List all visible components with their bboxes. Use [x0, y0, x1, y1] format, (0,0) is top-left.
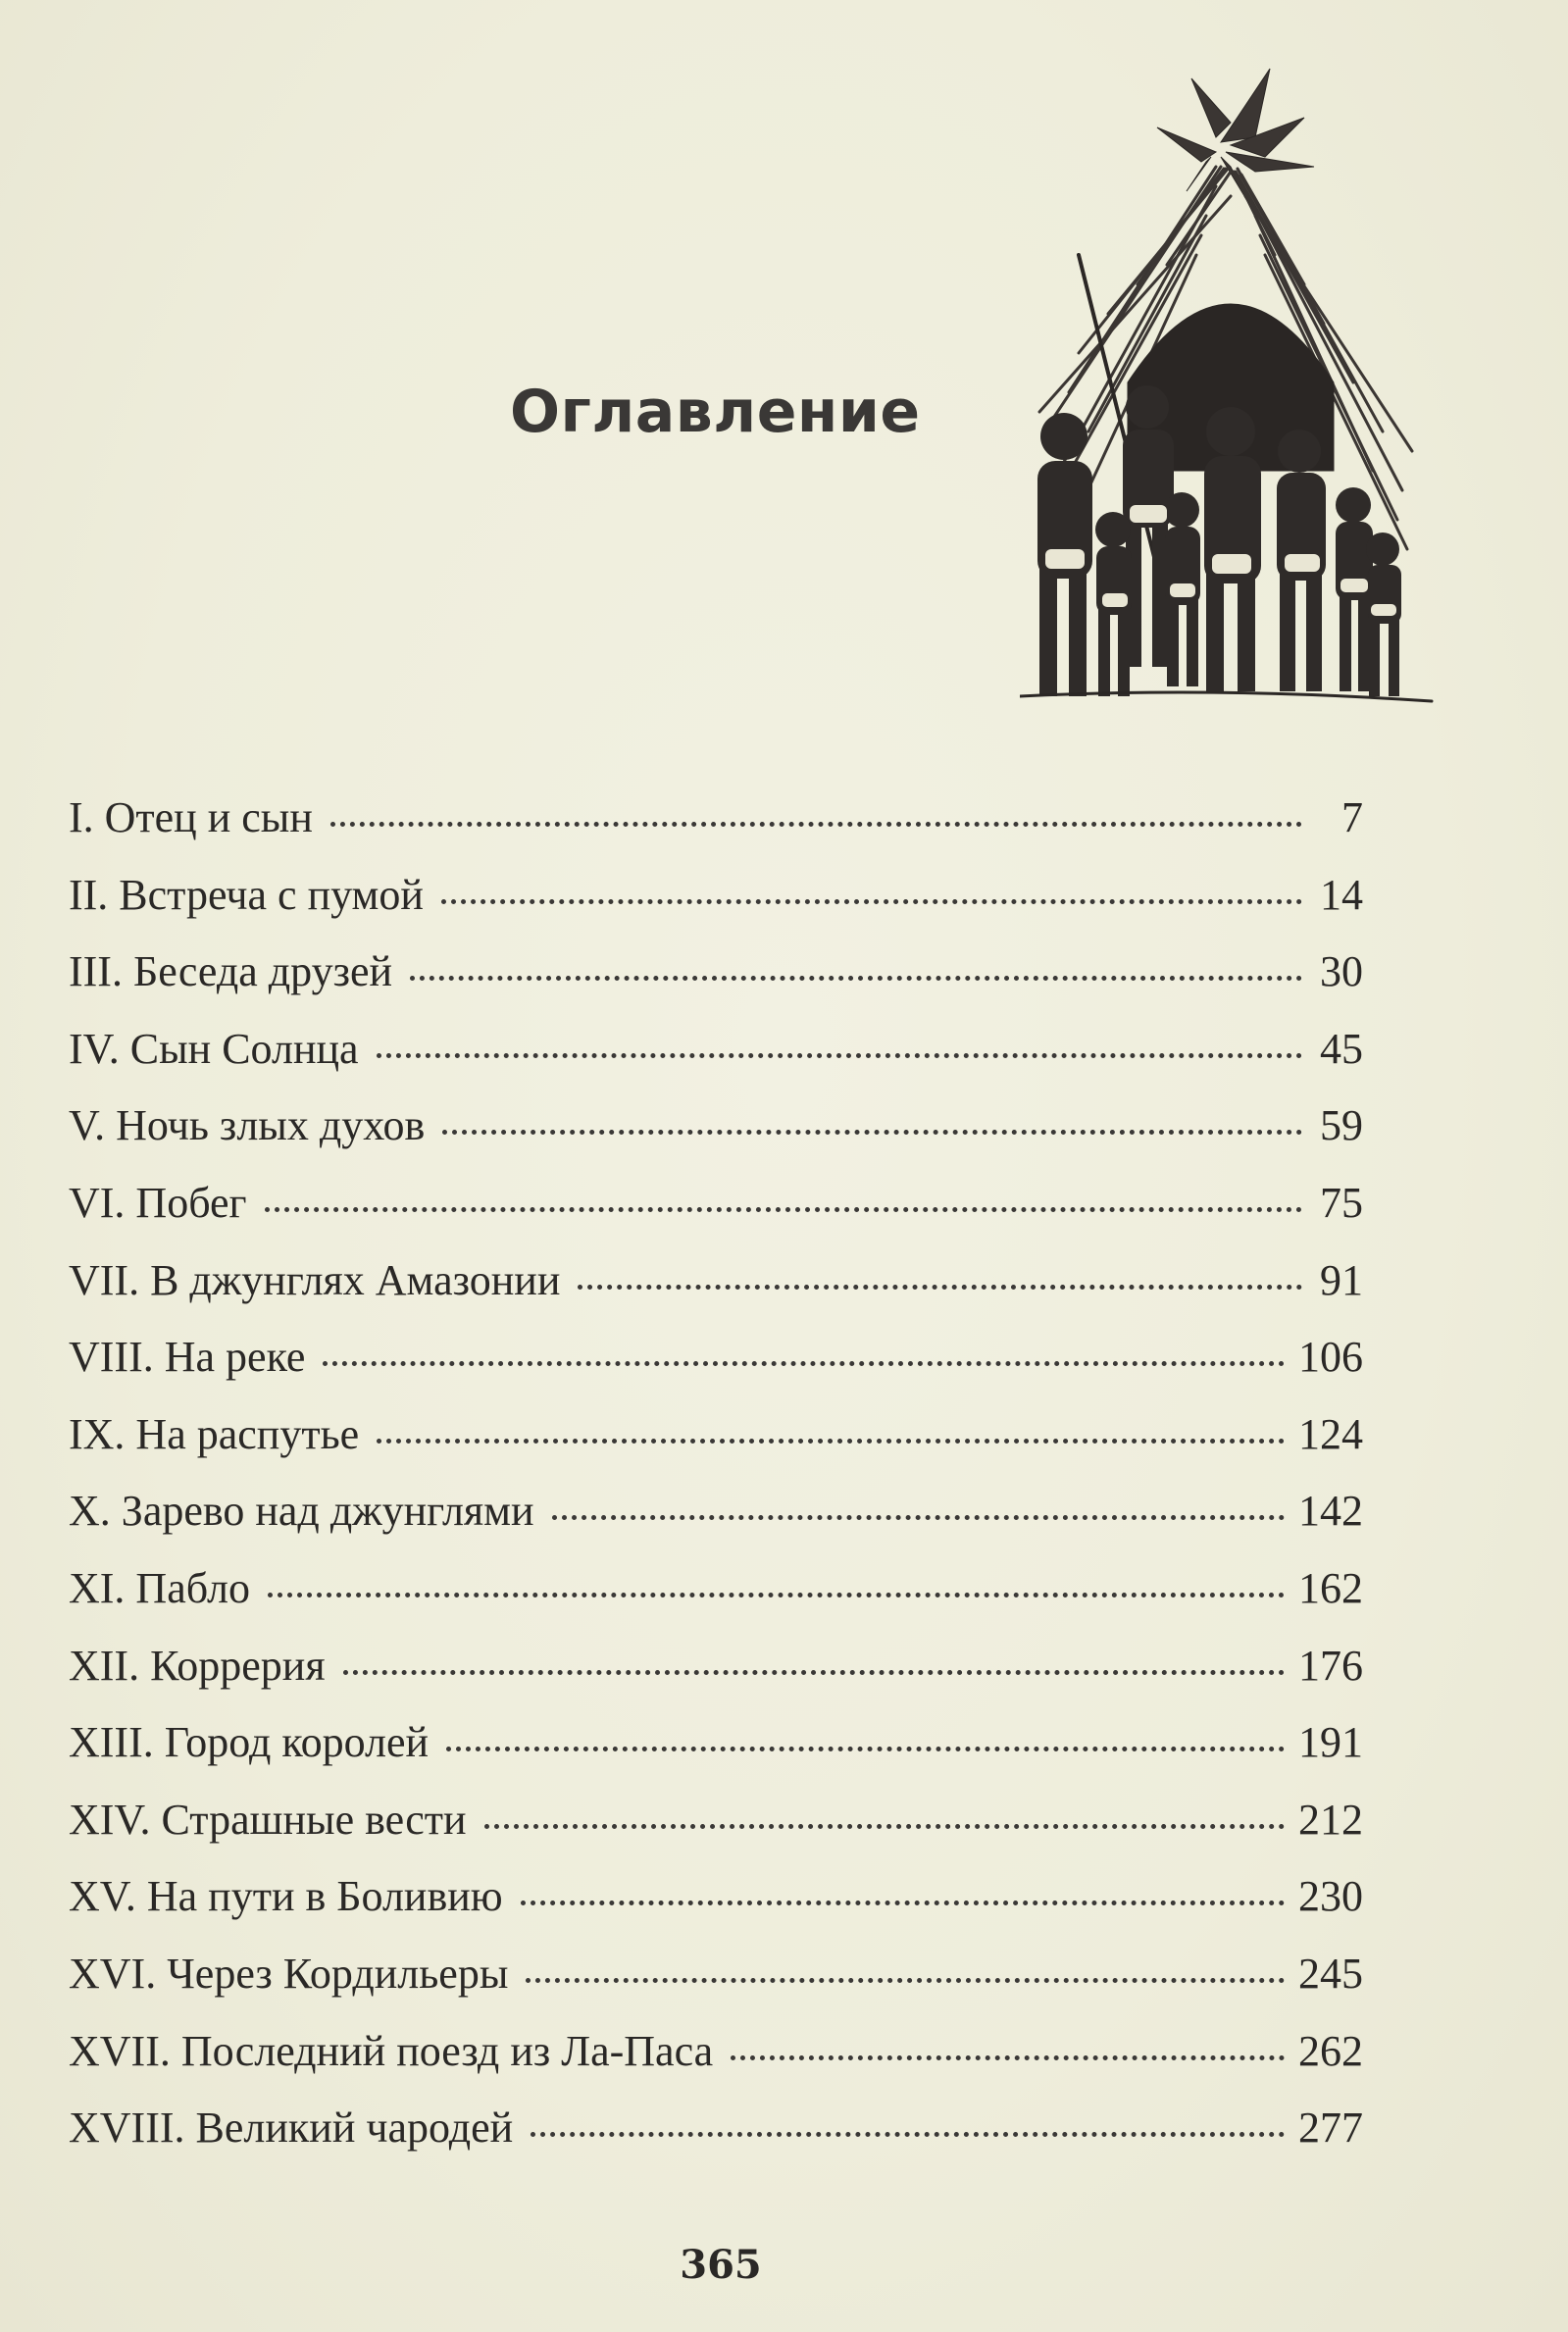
hut-with-people-illustration [1020, 59, 1451, 745]
table-of-contents [69, 793, 1363, 2184]
chapter-title: XI. Пабло [69, 1563, 250, 1612]
toc-entry[interactable] [69, 2026, 1363, 2107]
chapter-page: 230 [1298, 1872, 1363, 1921]
chapter-title: VI. Побег [69, 1178, 247, 1227]
chapter-page: 142 [1298, 1487, 1363, 1536]
chapter-title: XII. Коррерия [69, 1641, 326, 1690]
toc-entry[interactable] [69, 1872, 1363, 1952]
chapter-page: 45 [1320, 1024, 1363, 1073]
page-title: Оглавление [510, 378, 921, 447]
toc-entry[interactable] [69, 1487, 1363, 1567]
chapter-title: XIV. Страшные вести [69, 1795, 467, 1844]
toc-entry[interactable] [69, 2106, 1363, 2184]
chapter-page: 75 [1320, 1178, 1363, 1227]
leader-dots [377, 1439, 1285, 1444]
chapter-title: X. Зарево над джунглями [69, 1487, 534, 1536]
chapter-page: 7 [1341, 793, 1363, 841]
toc-entry[interactable] [69, 1718, 1363, 1799]
leader-dots [377, 1053, 1302, 1058]
chapter-title: XIII. Город королей [69, 1718, 430, 1767]
chapter-page: 191 [1298, 1718, 1363, 1767]
chapter-title: III. Беседа друзей [69, 947, 393, 996]
chapter-title: XVI. Через Кордильеры [69, 1949, 509, 1998]
leader-dots [578, 1285, 1302, 1290]
leader-dots [268, 1593, 1285, 1597]
chapter-page: 14 [1320, 870, 1363, 919]
leader-dots [446, 1747, 1285, 1751]
toc-entry[interactable] [69, 947, 1363, 1028]
chapter-page: 262 [1298, 2026, 1363, 2075]
chapter-page: 245 [1298, 1949, 1363, 1998]
chapter-page: 176 [1298, 1641, 1363, 1690]
chapter-page: 30 [1320, 947, 1363, 996]
toc-entry[interactable] [69, 1024, 1363, 1105]
chapter-title: I. Отец и сын [69, 793, 313, 841]
chapter-page: 124 [1298, 1409, 1363, 1458]
chapter-title: VIII. На реке [69, 1333, 306, 1382]
leader-dots [441, 899, 1302, 904]
chapter-title: XV. На пути в Боливию [69, 1872, 503, 1921]
page-number: 365 [680, 2242, 762, 2288]
leader-dots [521, 1901, 1285, 1905]
toc-entry[interactable] [69, 1255, 1363, 1337]
leader-dots [330, 822, 1302, 827]
leader-dots [552, 1515, 1285, 1520]
toc-entry[interactable] [69, 1178, 1363, 1259]
chapter-title: II. Встреча с пумой [69, 870, 424, 919]
leader-dots [731, 2055, 1285, 2060]
chapter-page: 277 [1298, 2104, 1363, 2153]
leader-dots [410, 976, 1302, 981]
chapter-title: XVII. Последний поезд из Ла-Паса [69, 2026, 714, 2075]
chapter-page: 212 [1298, 1795, 1363, 1844]
toc-entry[interactable] [69, 870, 1363, 951]
chapter-page: 106 [1298, 1333, 1363, 1382]
chapter-page: 59 [1320, 1101, 1363, 1150]
chapter-title: IV. Сын Солнца [69, 1024, 359, 1073]
toc-entry[interactable] [69, 1795, 1363, 1876]
leader-dots [343, 1670, 1285, 1675]
chapter-page: 91 [1320, 1255, 1363, 1304]
toc-entry[interactable] [69, 1333, 1363, 1413]
toc-entry[interactable] [69, 1563, 1363, 1645]
chapter-title: V. Ночь злых духов [69, 1101, 426, 1150]
chapter-page: 162 [1298, 1563, 1363, 1612]
chapter-title: XVIII. Великий чародей [69, 2104, 514, 2153]
chapter-title: IX. На распутье [69, 1409, 360, 1458]
toc-entry[interactable] [69, 793, 1363, 874]
chapter-title: VII. В джунглях Амазонии [69, 1255, 561, 1304]
leader-dots [442, 1130, 1302, 1135]
toc-entry[interactable] [69, 1101, 1363, 1182]
leader-dots [526, 1978, 1285, 1983]
leader-dots [323, 1361, 1285, 1366]
leader-dots [484, 1824, 1285, 1829]
toc-entry[interactable] [69, 1409, 1363, 1491]
leader-dots [531, 2132, 1285, 2137]
toc-entry[interactable] [69, 1949, 1363, 2030]
toc-entry[interactable] [69, 1641, 1363, 1722]
leader-dots [265, 1207, 1302, 1212]
